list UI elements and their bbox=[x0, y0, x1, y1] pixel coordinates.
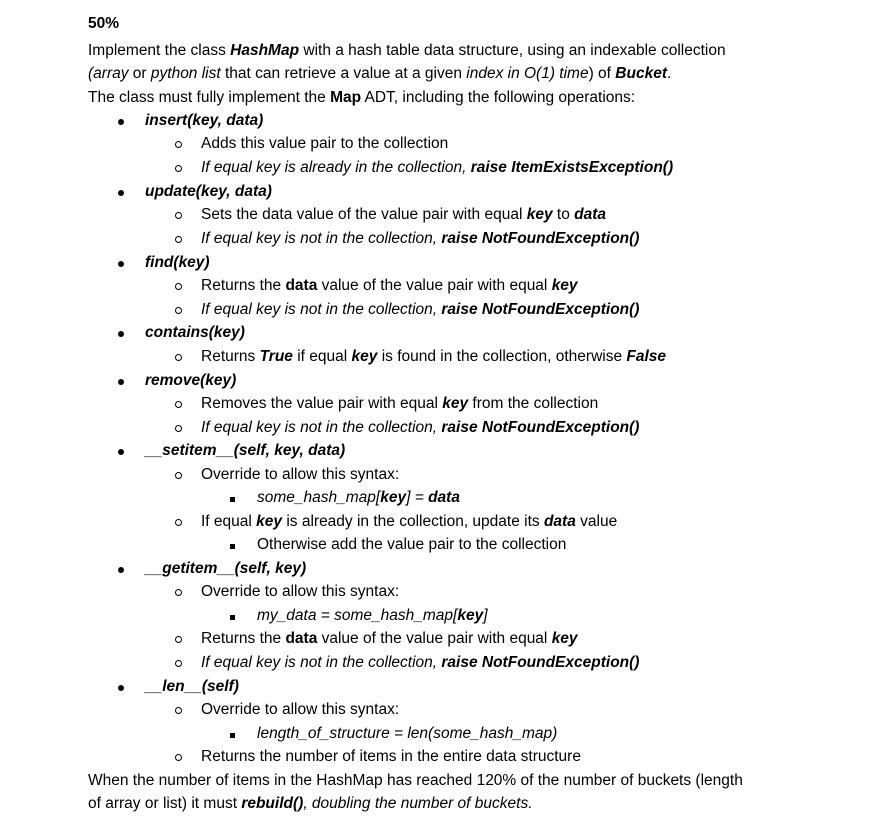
len-sub-1: Override to allow this syntax: bbox=[201, 701, 400, 718]
op-insert-title: insert(key, data) bbox=[145, 112, 264, 129]
op-len-title: __len__(self) bbox=[145, 678, 239, 695]
square-bullet-icon bbox=[230, 488, 235, 508]
update-sub-2: If equal key is not in the collection, raise NotFoundException() bbox=[201, 230, 640, 247]
circle-bullet-icon bbox=[175, 629, 182, 649]
square-bullet-icon bbox=[230, 535, 235, 555]
bullet-icon bbox=[118, 441, 124, 461]
op-contains-title: contains(key) bbox=[145, 324, 245, 341]
getitem-syntax: my_data = some_hash_map[key] bbox=[257, 607, 488, 624]
len-sub-2: Returns the number of items in the entire data structure bbox=[201, 748, 581, 765]
setitem-syntax: some_hash_map[key] = data bbox=[257, 489, 460, 506]
contains-sub-1: Returns True if equal key is found in the collection, otherwise False bbox=[201, 348, 667, 365]
percent-heading: 50% bbox=[88, 15, 120, 32]
intro-line-2: (array or python list that can retrieve a value at a given index in O(1) time) of Bucket. bbox=[88, 65, 672, 82]
circle-bullet-icon bbox=[175, 653, 182, 673]
setitem-sub-2: If equal key is already in the collection, update its data value bbox=[201, 513, 618, 530]
find-sub-2: If equal key is not in the collection, raise NotFoundException() bbox=[201, 301, 640, 318]
circle-bullet-icon bbox=[175, 700, 182, 720]
footer-line-2: of array or list) it must rebuild(), doubling the number of buckets. bbox=[88, 795, 533, 812]
remove-sub-2: If equal key is not in the collection, raise NotFoundException() bbox=[201, 419, 640, 436]
op-setitem-title: __setitem__(self, key, data) bbox=[145, 442, 346, 459]
footer-line-1: When the number of items in the HashMap has reached 120% of the number of buckets (length bbox=[88, 772, 743, 789]
bullet-icon bbox=[118, 559, 124, 579]
bullet-icon bbox=[118, 182, 124, 202]
square-bullet-icon bbox=[230, 724, 235, 744]
bullet-icon bbox=[118, 253, 124, 273]
bullet-icon bbox=[118, 323, 124, 343]
op-remove-title: remove(key) bbox=[145, 372, 237, 389]
circle-bullet-icon bbox=[175, 747, 182, 767]
bullet-icon bbox=[118, 677, 124, 697]
circle-bullet-icon bbox=[175, 229, 182, 249]
circle-bullet-icon bbox=[175, 205, 182, 225]
square-bullet-icon bbox=[230, 606, 235, 626]
getitem-sub-2: Returns the data value of the value pair with equal key bbox=[201, 630, 578, 647]
intro-line-3: The class must fully implement the Map ADT, including the following operations: bbox=[88, 89, 636, 106]
circle-bullet-icon bbox=[175, 134, 182, 154]
intro-line-1: Implement the class HashMap with a hash table data structure, using an indexable collection bbox=[88, 42, 726, 59]
circle-bullet-icon bbox=[175, 300, 182, 320]
op-update-title: update(key, data) bbox=[145, 183, 272, 200]
getitem-sub-3: If equal key is not in the collection, raise NotFoundException() bbox=[201, 654, 640, 671]
insert-sub-2: If equal key is already in the collection, raise ItemExistsException() bbox=[201, 159, 674, 176]
getitem-sub-1: Override to allow this syntax: bbox=[201, 583, 400, 600]
setitem-sub-1: Override to allow this syntax: bbox=[201, 466, 400, 483]
circle-bullet-icon bbox=[175, 582, 182, 602]
remove-sub-1: Removes the value pair with equal key from the collection bbox=[201, 395, 599, 412]
bullet-icon bbox=[118, 371, 124, 391]
circle-bullet-icon bbox=[175, 394, 182, 414]
op-getitem-title: __getitem__(self, key) bbox=[145, 560, 307, 577]
op-find-title: find(key) bbox=[145, 254, 210, 271]
circle-bullet-icon bbox=[175, 276, 182, 296]
find-sub-1: Returns the data value of the value pair with equal key bbox=[201, 277, 578, 294]
circle-bullet-icon bbox=[175, 158, 182, 178]
circle-bullet-icon bbox=[175, 512, 182, 532]
insert-sub-1: Adds this value pair to the collection bbox=[201, 135, 449, 152]
len-syntax: length_of_structure = len(some_hash_map) bbox=[257, 725, 558, 742]
update-sub-1: Sets the data value of the value pair with equal key to data bbox=[201, 206, 607, 223]
circle-bullet-icon bbox=[175, 418, 182, 438]
setitem-sub-2a: Otherwise add the value pair to the collection bbox=[257, 536, 567, 553]
circle-bullet-icon bbox=[175, 347, 182, 367]
bullet-icon bbox=[118, 111, 124, 131]
circle-bullet-icon bbox=[175, 465, 182, 485]
